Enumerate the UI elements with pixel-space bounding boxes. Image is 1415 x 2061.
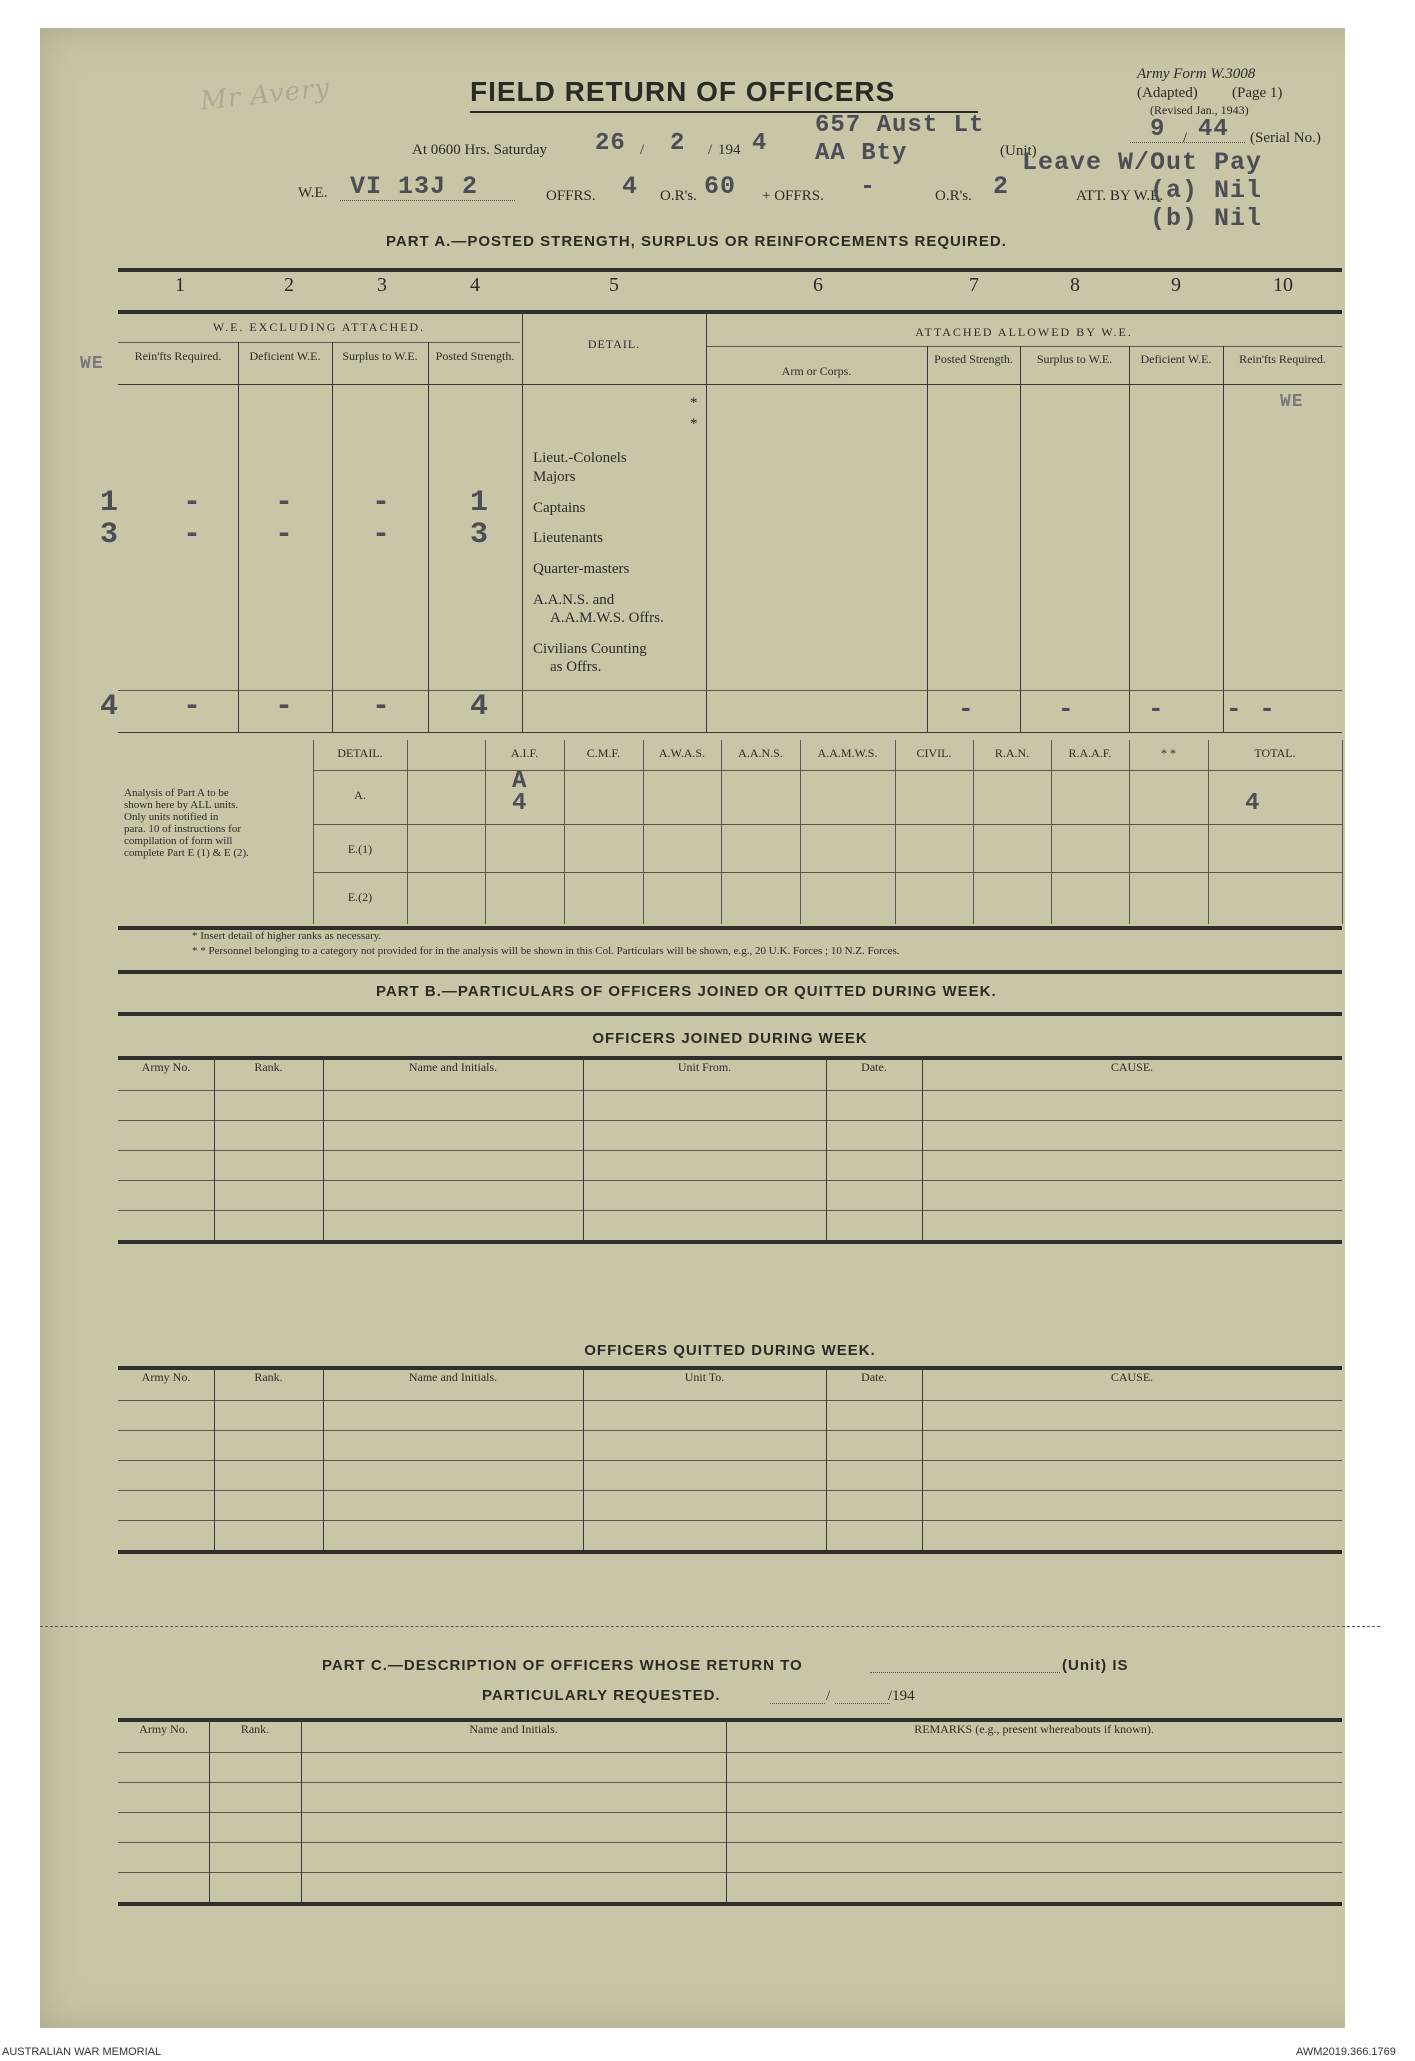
column-number-10: 10 xyxy=(1273,274,1293,296)
right-col-header-3: Surplus to W.E. xyxy=(1036,352,1113,366)
group-right-header: ATTACHED ALLOWED BY W.E. xyxy=(915,325,1133,339)
at-label: At 0600 Hrs. Saturday xyxy=(412,142,547,158)
rank-lieut-colonels: Lieut.-Colonels xyxy=(533,450,627,466)
star-2: * xyxy=(690,416,698,432)
analysis-note-line-3: Only units notified in xyxy=(124,811,219,823)
analysis-header-9: R.A.N. xyxy=(994,746,1030,760)
quitted-header-3: Name and Initials. xyxy=(408,1370,498,1384)
ors2-value: 2 xyxy=(993,172,1010,201)
att-a: (a) Nil xyxy=(1150,176,1263,205)
captains-value-1: 1 xyxy=(100,486,120,520)
joined-row xyxy=(118,1180,1342,1181)
column-number-5: 5 xyxy=(609,274,619,296)
total-right-value-3: - xyxy=(1148,694,1165,724)
unit-line-1: 657 Aust Lt xyxy=(815,112,985,139)
column-number-9: 9 xyxy=(1171,274,1181,296)
analysis-note-line-6: complete Part E (1) & E (2). xyxy=(124,847,249,859)
column-number-6: 6 xyxy=(813,274,823,296)
year-digit: 4 xyxy=(752,130,768,157)
quitted-header-5: Date. xyxy=(861,1370,887,1384)
perforation xyxy=(40,1626,1380,1627)
joined-row xyxy=(118,1120,1342,1121)
analysis-header-6: A.A.N.S. xyxy=(738,746,783,760)
att-b: (b) Nil xyxy=(1150,204,1263,233)
detail-header: DETAIL. xyxy=(587,337,641,351)
joined-header-2: Rank. xyxy=(254,1060,283,1074)
we-value: VI 13J 2 xyxy=(350,172,479,201)
quitted-row xyxy=(118,1430,1342,1431)
analysis-note-line-4: para. 10 of instructions for xyxy=(124,823,241,835)
analysis-header-10: R.A.A.F. xyxy=(1068,746,1112,760)
form-title: FIELD RETURN OF OFFICERS xyxy=(470,76,896,107)
analysis-header-4: C.M.F. xyxy=(586,746,621,760)
right-col-header-5: Rein'fts Required. xyxy=(1239,352,1326,366)
footer-right: AWM2019.366.1769 xyxy=(1296,2046,1396,2058)
quitted-header-4: Unit To. xyxy=(684,1370,725,1384)
part-c-header-2: Rank. xyxy=(240,1722,270,1736)
ors-value: 60 xyxy=(704,172,737,201)
form-revised: (Revised Jan., 1943) xyxy=(1150,103,1249,117)
rank-civilians: Civilians Counting xyxy=(533,641,647,657)
rank-as-offrs: as Offrs. xyxy=(550,659,602,675)
serial-b: 44 xyxy=(1198,116,1229,143)
star-1: * xyxy=(690,395,698,411)
joined-title: OFFICERS JOINED DURING WEEK xyxy=(592,1030,868,1047)
analysis-note-line-1: Analysis of Part A to be xyxy=(124,787,229,799)
captains-value-4: - xyxy=(372,486,392,520)
joined-header-3: Name and Initials. xyxy=(408,1060,498,1074)
left-col-header-4: Posted Strength. xyxy=(435,349,515,363)
quitted-row xyxy=(118,1520,1342,1521)
right-col-header-2: Posted Strength. xyxy=(934,352,1013,366)
total-right-value-4: - - xyxy=(1226,694,1276,724)
analysis-note-line-2: shown here by ALL units. xyxy=(124,799,239,811)
analysis-header-1: DETAIL. xyxy=(337,746,383,760)
serial-a: 9 xyxy=(1150,116,1166,143)
total-left-value-4: - xyxy=(372,690,392,724)
joined-header-5: Date. xyxy=(861,1060,887,1074)
unit-line-2: AA Bty xyxy=(815,140,908,167)
total-left-value-1: 4 xyxy=(100,690,120,724)
analysis-header-3: A.I.F. xyxy=(510,746,539,760)
column-number-3: 3 xyxy=(377,274,387,296)
captains-value-2: - xyxy=(183,486,203,520)
ors2-label: O.R's. xyxy=(935,188,972,204)
column-number-8: 8 xyxy=(1070,274,1080,296)
column-number-1: 1 xyxy=(175,274,185,296)
part-c-header-3: Name and Initials. xyxy=(469,1722,558,1736)
part-c-title-a: PART C.—DESCRIPTION OF OFFICERS WHOSE RETURN TO xyxy=(322,1657,803,1674)
column-number-4: 4 xyxy=(470,274,480,296)
day-value: 26 xyxy=(595,130,626,157)
plus-offrs-value: - xyxy=(860,172,877,201)
total-right-value-1: - xyxy=(958,694,975,724)
column-number-2: 2 xyxy=(284,274,294,296)
serial-label: (Serial No.) xyxy=(1250,130,1321,146)
aif-a-mark: A xyxy=(512,768,528,795)
part-c-header-4: REMARKS (e.g., present whereabouts if known). xyxy=(914,1722,1154,1736)
quitted-row xyxy=(118,1460,1342,1461)
offrs-value: 4 xyxy=(622,172,639,201)
rank-majors: Majors xyxy=(533,469,576,485)
joined-header-4: Unit From. xyxy=(677,1060,732,1074)
quitted-row xyxy=(118,1490,1342,1491)
joined-header-6: CAUSE. xyxy=(1110,1060,1154,1074)
quitted-title: OFFICERS QUITTED DURING WEEK. xyxy=(584,1342,876,1359)
quitted-header-1: Army No. xyxy=(141,1370,191,1384)
quitted-header-2: Rank. xyxy=(254,1370,283,1384)
form-number: Army Form W.3008 xyxy=(1137,66,1256,82)
analysis-header-11: * * xyxy=(1161,746,1176,760)
column-number-7: 7 xyxy=(969,274,979,296)
analysis-header-7: A.A.M.W.S. xyxy=(817,746,878,760)
analysis-row-label-1: A. xyxy=(354,788,366,802)
form-adapted: (Adapted) xyxy=(1137,85,1198,101)
total-right-value-2: - xyxy=(1058,694,1075,724)
right-col-header-1: Arm or Corps. xyxy=(781,364,852,378)
joined-row xyxy=(118,1150,1342,1151)
analysis-header-12: TOTAL. xyxy=(1254,746,1296,760)
joined-header-1: Army No. xyxy=(141,1060,191,1074)
unit-label: (Unit) xyxy=(1000,143,1037,159)
rank-aamws: A.A.M.W.S. Offrs. xyxy=(550,610,664,626)
we-mark-left: WE xyxy=(80,354,104,374)
rank-aans: A.A.N.S. and xyxy=(533,592,615,608)
year-prefix: 194 xyxy=(718,142,741,158)
analysis-note-line-5: compilation of form will xyxy=(124,835,233,847)
month-value: 2 xyxy=(670,130,686,157)
lieutenants-value-2: - xyxy=(183,518,203,552)
quitted-header-6: CAUSE. xyxy=(1110,1370,1154,1384)
form-page: (Page 1) xyxy=(1232,85,1283,101)
part-b-title: PART B.—PARTICULARS OF OFFICERS JOINED OR QUITTED DURING WEEK. xyxy=(376,983,997,1000)
leave-line: Leave W/Out Pay xyxy=(1022,148,1263,177)
ors-label: O.R's. xyxy=(660,188,697,204)
analysis-row-label-3: E.(2) xyxy=(347,890,373,904)
plus-offrs-label: + OFFRS. xyxy=(762,188,824,204)
part-c-year: /194 xyxy=(888,1688,915,1704)
analysis-header-8: CIVIL. xyxy=(916,746,952,760)
lieutenants-value-5: 3 xyxy=(470,518,490,552)
left-col-header-3: Surplus to W.E. xyxy=(342,349,418,363)
total-left-value-5: 4 xyxy=(470,690,490,724)
handwritten-note: Mr Avery xyxy=(198,73,332,117)
part-c-unit: (Unit) IS xyxy=(1062,1657,1129,1674)
offrs-label: OFFRS. xyxy=(546,188,596,204)
footer-left: AUSTRALIAN WAR MEMORIAL xyxy=(2,2046,162,2058)
total-value: 4 xyxy=(1245,790,1261,817)
part-c-title-b: PARTICULARLY REQUESTED. xyxy=(482,1687,721,1704)
lieutenants-value-3: - xyxy=(275,518,295,552)
part-a-title: PART A.—POSTED STRENGTH, SURPLUS OR REINFORCEMENTS REQUIRED. xyxy=(386,233,1007,250)
we-label: W.E. xyxy=(298,185,328,201)
aif-value: 4 xyxy=(512,790,528,817)
left-col-header-1: Rein'fts Required. xyxy=(134,349,222,363)
lieutenants-value-1: 3 xyxy=(100,518,120,552)
group-left-header: W.E. EXCLUDING ATTACHED. xyxy=(212,320,426,334)
left-col-header-2: Deficient W.E. xyxy=(249,349,321,363)
rank-quartermasters: Quarter-masters xyxy=(533,561,630,577)
total-left-value-3: - xyxy=(275,690,295,724)
rank-captains: Captains xyxy=(533,500,586,516)
part-c-header-1: Army No. xyxy=(139,1722,188,1736)
rank-lieutenants: Lieutenants xyxy=(533,530,603,546)
joined-row xyxy=(118,1210,1342,1211)
captains-value-5: 1 xyxy=(470,486,490,520)
captains-value-3: - xyxy=(275,486,295,520)
analysis-row-label-2: E.(1) xyxy=(347,842,373,856)
lieutenants-value-4: - xyxy=(372,518,392,552)
we-mark-right: WE xyxy=(1280,392,1304,412)
footnote-2: * * Personnel belonging to a category not provided for in the analysis will be shown in this Col. Particulars will be shown, e.g., 20 U.K. Forces ; 10 N.Z. Forces. xyxy=(192,945,900,957)
torn-edge xyxy=(1345,28,1415,2028)
analysis-header-5: A.W.A.S. xyxy=(658,746,706,760)
att-label: ATT. BY W.E. xyxy=(1076,188,1164,204)
total-left-value-2: - xyxy=(183,690,203,724)
footnote-1: * Insert detail of higher ranks as necessary. xyxy=(192,930,382,942)
right-col-header-4: Deficient W.E. xyxy=(1140,352,1212,366)
